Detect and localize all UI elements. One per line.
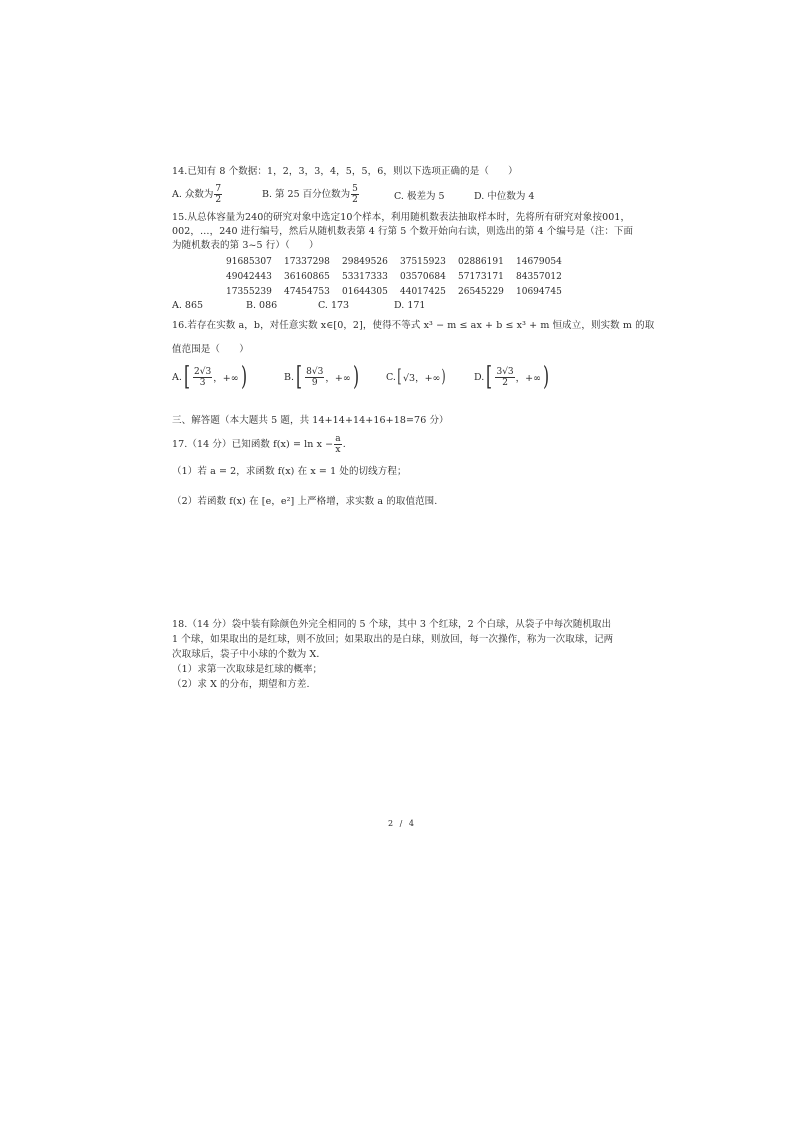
q14-option-d: D. 中位数为 4 — [474, 191, 535, 202]
q14-option-a-num: 7 — [215, 184, 222, 194]
q14-option-b-label: B. 第 25 百分位数为 — [262, 189, 351, 200]
random-table-row — [226, 272, 574, 283]
table-cell: 02886191 — [458, 257, 504, 267]
table-cell: 84357012 — [516, 272, 562, 282]
table-cell: 29849526 — [342, 257, 388, 267]
q14-option-a — [172, 184, 223, 205]
random-table-row — [226, 257, 574, 268]
q17-stem-end: . — [342, 438, 346, 450]
q16-line-1: 16.若存在实数 a，b，对任意实数 x∈[0，2]，使得不等式 x³ − m ≤ ax + b ≤ x³ + m 恒成立，则实数 m 的取 — [172, 320, 655, 331]
q16-option-a-num: 2√3 — [194, 366, 212, 377]
q16-option-b-num: 8√3 — [306, 366, 324, 377]
q14-option-a-label: A. 众数为 — [172, 189, 214, 200]
q18-line-3: 次取球后，袋子中小球的个数为 X． — [172, 649, 326, 660]
q16-option-a — [172, 364, 249, 390]
q16-option-d-fraction — [495, 367, 514, 388]
table-cell: 47454753 — [284, 287, 330, 297]
q16-option-b-den: 9 — [311, 377, 318, 388]
q16-option-a-tail: ，+∞ — [213, 373, 239, 384]
q16-option-b-tail: ，+∞ — [325, 373, 351, 384]
table-cell: 36160865 — [284, 272, 330, 282]
q16-option-b-label: B. — [284, 371, 295, 383]
table-cell: 17355239 — [226, 287, 272, 297]
q16-option-b — [284, 364, 361, 390]
q16-option-d-den: 2 — [502, 377, 508, 388]
left-bracket: [ — [183, 362, 191, 392]
q14-stem: 14.已知有 8 个数据：1，2，3，3，4，5，5，6，则以下选项正确的是（ ） — [172, 166, 518, 177]
q15-option-d: D. 171 — [394, 300, 426, 311]
q17-fraction-den: x — [335, 445, 341, 455]
q14-option-a-den: 2 — [215, 195, 222, 205]
q15-line-2: 002，…，240 进行编号，然后从随机数表第 4 行第 5 个数开始向右读，则选出的第 4 个编号是（注：下面 — [172, 226, 634, 237]
random-table-row — [226, 287, 574, 298]
q17-part-1: （1）若 a = 2，求函数 f(x) 在 x = 1 处的切线方程； — [172, 466, 407, 477]
q18-line-2: 1 个球，如果取出的是红球，则不放回；如果取出的是白球，则放回，每一次操作，称为一次取球，记两 — [172, 634, 614, 645]
q14-option-b — [262, 184, 360, 205]
table-cell: 57173171 — [458, 272, 504, 282]
table-cell: 91685307 — [226, 257, 272, 267]
q16-option-a-den: 3 — [199, 377, 206, 388]
page-number: 2 / 4 — [388, 819, 416, 828]
q15-option-c: C. 173 — [318, 300, 350, 311]
q16-option-d-label: D. — [474, 371, 485, 383]
right-paren: ) — [240, 362, 247, 392]
right-paren: ) — [352, 362, 359, 392]
section-heading: 三、解答题（本大题共 5 题，共 14+14+14+16+18=76 分） — [172, 415, 449, 426]
table-cell: 26545229 — [458, 287, 504, 297]
q16-option-c-body: √3，+∞ — [402, 373, 441, 384]
q17-fraction — [334, 434, 341, 455]
q16-option-a-label: A. — [172, 371, 182, 383]
q17-stem — [172, 434, 346, 455]
q17-stem-text: 17.（14 分）已知函数 f(x) = ln x − — [172, 438, 334, 450]
q14-option-c: C. 极差为 5 — [394, 191, 445, 202]
right-paren: ) — [543, 362, 550, 392]
q17-part-2: （2）若函数 f(x) 在 [e，e²] 上严格增，求实数 a 的取值范围. — [172, 496, 438, 507]
q14-option-b-den: 2 — [352, 195, 358, 205]
q16-option-d-num: 3√3 — [496, 366, 514, 377]
q16-option-c-label: C. — [386, 371, 396, 383]
table-cell: 53317333 — [342, 272, 388, 282]
table-cell: 37515923 — [400, 257, 446, 267]
table-cell: 03570684 — [400, 272, 446, 282]
q15-line-1: 15.从总体容量为240的研究对象中选定10个样本，利用随机数表法抽取样本时，先将所有研究对象按001， — [172, 212, 631, 223]
table-cell: 10694745 — [516, 287, 562, 297]
q16-line-2: 值范围是（ ） — [172, 344, 249, 355]
q15-option-a: A. 865 — [172, 300, 204, 311]
q16-option-a-fraction — [193, 367, 212, 388]
right-paren: ) — [441, 366, 447, 387]
q16-option-d — [474, 364, 551, 390]
q14-option-a-fraction — [214, 184, 222, 205]
table-cell: 01644305 — [342, 287, 388, 297]
table-cell: 44017425 — [400, 287, 446, 297]
q18-part-1: （1）求第一次取球是红球的概率； — [172, 664, 323, 675]
q17-fraction-num: a — [335, 434, 341, 444]
left-bracket: [ — [296, 362, 303, 392]
q18-part-2: （2）求 X 的分布，期望和方差. — [172, 679, 310, 690]
left-bracket: [ — [397, 366, 402, 387]
q16-option-c — [386, 364, 448, 390]
q18-line-1: 18.（14 分）袋中装有除颜色外完全相同的 5 个球，其中 3 个红球，2 个白球，从袋子中每次随机取出 — [172, 619, 612, 630]
q14-option-b-num: 5 — [352, 184, 358, 194]
q16-option-d-tail: ，+∞ — [515, 373, 542, 384]
table-cell: 14679054 — [516, 257, 562, 267]
q15-line-3: 为随机数表的第 3~5 行）（ ） — [172, 240, 319, 251]
table-cell: 17337298 — [284, 257, 330, 267]
left-bracket: [ — [486, 362, 493, 392]
table-cell: 49042443 — [226, 272, 272, 282]
q14-option-b-fraction — [351, 184, 359, 205]
q15-option-b: B. 086 — [246, 300, 278, 311]
q16-option-b-fraction — [305, 367, 324, 388]
